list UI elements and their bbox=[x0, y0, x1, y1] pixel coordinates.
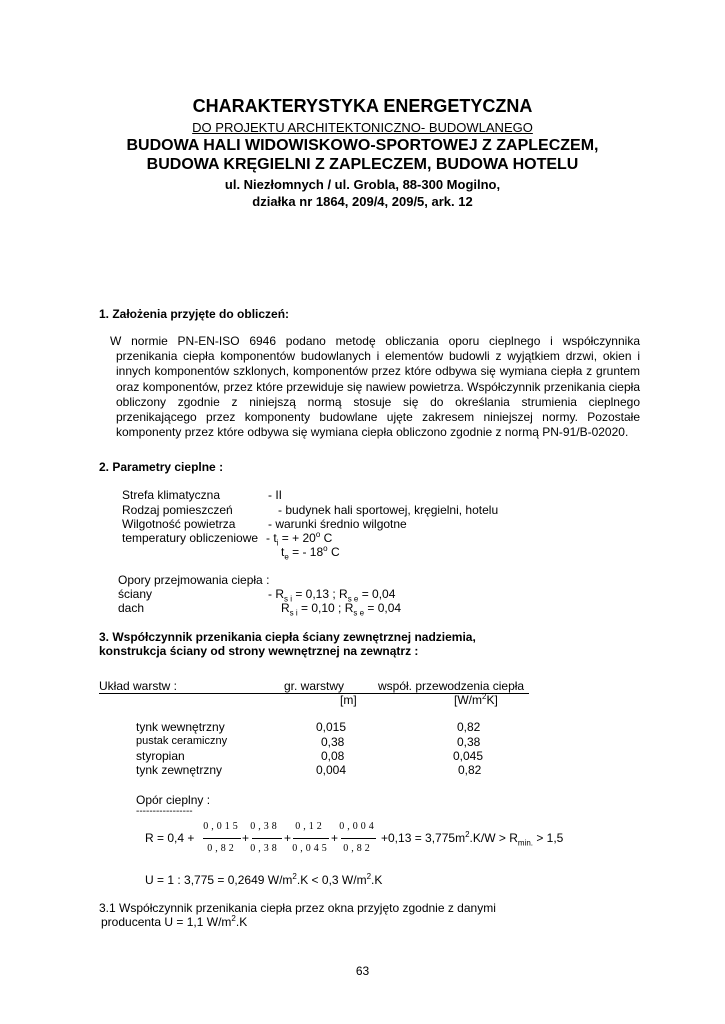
roof-sub1: s i bbox=[289, 608, 298, 618]
param-value: - II bbox=[268, 488, 282, 502]
s31-pre: producenta U = 1,1 W/m bbox=[101, 915, 232, 929]
u-value-result bbox=[145, 873, 382, 887]
unit-cond-sup: 2 bbox=[482, 692, 487, 701]
param-value-te bbox=[281, 544, 340, 562]
roof-sub2: s e bbox=[353, 608, 365, 618]
fraction-denominator: 0,38 bbox=[250, 843, 280, 854]
formula-end-pre: +0,13 = 3,775m bbox=[381, 831, 466, 845]
walls-label: ściany bbox=[118, 587, 153, 601]
param-value: - warunki średnio wilgotne bbox=[268, 517, 407, 531]
plus-sign: + bbox=[331, 831, 339, 845]
ti-prefix: - t bbox=[266, 531, 277, 545]
roof-values bbox=[281, 601, 402, 618]
project-line-2: BUDOWA KRĘGIELNI Z ZAPLECZEM, BUDOWA HOTELU bbox=[146, 156, 579, 173]
layer-name: tynk zewnętrzny bbox=[136, 763, 223, 777]
fraction-numerator: 0,004 bbox=[339, 821, 377, 832]
formula-end-post: > 1,5 bbox=[533, 831, 564, 845]
param-value: - budynek hali sportowej, kręgielni, hotelu bbox=[278, 503, 499, 517]
te-unit: C bbox=[327, 545, 340, 559]
walls-mid: = 0,13 ; R bbox=[292, 587, 348, 601]
layer-name: pustak ceramiczny bbox=[136, 735, 228, 747]
layer-name: styropian bbox=[136, 749, 185, 763]
param-label: Strefa klimatyczna bbox=[122, 488, 221, 502]
u-sup-1: 2 bbox=[292, 872, 297, 881]
roof-end: = 0,04 bbox=[364, 601, 402, 615]
walls-sub2: s e bbox=[347, 594, 359, 604]
layer-thickness: 0,004 bbox=[316, 763, 347, 777]
plus-sign: + bbox=[284, 831, 292, 845]
fraction-numerator: 0,38 bbox=[250, 821, 280, 832]
project-plot: działka nr 1864, 209/4, 209/5, ark. 12 bbox=[252, 194, 473, 209]
project-line-1: BUDOWA HALI WIDOWISKOWO-SPORTOWEJ Z ZAPLECZEM, bbox=[126, 137, 599, 154]
u-post: .K bbox=[371, 873, 383, 887]
resistance-dashes: ----------------- bbox=[136, 806, 193, 817]
section-31-line-2 bbox=[101, 915, 247, 929]
fraction-numerator: 0,12 bbox=[295, 821, 325, 832]
formula-end-mid: .K/W > R bbox=[469, 831, 518, 845]
param-value-ti bbox=[266, 530, 333, 548]
layer-name: tynk wewnętrzny bbox=[136, 720, 225, 734]
section-2-heading: 2. Parametry cieplne : bbox=[99, 460, 224, 474]
walls-end: = 0,04 bbox=[358, 587, 396, 601]
section-3-heading-line-1: 3. Współczynnik przenikania ciepła ściany zewnętrznej nadziemia, bbox=[99, 630, 476, 644]
te-prefix: t bbox=[281, 545, 285, 559]
u-sup-2: 2 bbox=[366, 872, 372, 881]
layer-thickness: 0,015 bbox=[316, 720, 347, 734]
param-label: Wilgotność powietrza bbox=[122, 517, 236, 531]
section-31-line-1: 3.1 Współczynnik przenikania ciepła przez okna przyjęto zgodnie z danymi bbox=[99, 901, 496, 915]
param-label: Rodzaj pomieszczeń bbox=[122, 503, 233, 517]
te-text: = - 18 bbox=[288, 545, 324, 559]
unit-cond-pre: [W/m bbox=[454, 693, 482, 707]
layer-thickness: 0,08 bbox=[321, 749, 345, 763]
u-mid: .K < 0,3 W/m bbox=[296, 873, 367, 887]
layer-lambda: 0,82 bbox=[458, 763, 482, 777]
s31-sup: 2 bbox=[231, 914, 236, 923]
section-1-paragraph bbox=[110, 334, 640, 440]
roof-label: dach bbox=[118, 601, 145, 615]
section-1-text: W normie PN-EN-ISO 6946 podano metodę obliczania oporu cieplnego i współczynnika przenikania ciepła komponentów budowlanych i elementów budowli z wyjątkiem drzwi, okien i innych komponentów szklonych, komponentów przez które odbywa się wymiana ciepła z gruntem oraz komponentów, przez które przewiduje się nawiew powietrza. Współczynnik przenikania ciepła obliczony zgodnie z niniejszą normą stosuje się do określania strumienia cieplnego przenikającego przez komponenty budowlane ujęte zakresem niniejszej normy. Pozostałe komponenty przez które odbywa się wymiana ciepła obliczono zgodnie z normą PN-91/B-02020. bbox=[110, 334, 640, 440]
walls-prefix: - R bbox=[268, 587, 284, 601]
document-title: CHARAKTERYSTYKA ENERGETYCZNA bbox=[192, 96, 533, 116]
fraction-bar bbox=[203, 838, 241, 839]
walls-sub1: s i bbox=[284, 594, 292, 604]
fraction-numerator: 0,015 bbox=[203, 821, 241, 832]
fraction-denominator: 0,82 bbox=[207, 843, 237, 854]
te-sup: o bbox=[323, 544, 328, 553]
project-address: ul. Niezłomnych / ul. Grobla, 88-300 Mogilno, bbox=[224, 177, 501, 192]
col-thickness-header: gr. warstwy bbox=[284, 679, 345, 693]
unit-cond-post: K] bbox=[486, 693, 498, 707]
formula-end bbox=[381, 830, 564, 848]
unit-conductivity bbox=[454, 693, 498, 707]
formula-start: R = 0,4 + bbox=[145, 831, 195, 845]
section-3-heading-line-2: konstrukcja ściany od strony wewnętrznej na zewnątrz : bbox=[99, 644, 419, 658]
te-sub: e bbox=[284, 552, 289, 562]
col-layers-header: Układ warstw : bbox=[99, 679, 178, 693]
page-number: 63 bbox=[355, 964, 370, 978]
param-label: temperatury obliczeniowe bbox=[122, 531, 259, 545]
col-conductivity-header: współ. przewodzenia ciepła bbox=[378, 679, 525, 693]
s31-post: .K bbox=[235, 915, 248, 929]
plus-sign: + bbox=[242, 831, 250, 845]
layer-lambda: 0,045 bbox=[453, 749, 484, 763]
roof-prefix: R bbox=[281, 601, 290, 615]
unit-thickness: [m] bbox=[340, 693, 357, 707]
fraction-bar bbox=[252, 838, 282, 839]
walls-values bbox=[268, 587, 396, 604]
fraction-bar bbox=[341, 838, 376, 839]
formula-end-sub: min. bbox=[517, 838, 533, 848]
layer-lambda: 0,82 bbox=[457, 720, 481, 734]
ti-text: = + 20 bbox=[278, 531, 316, 545]
ti-unit: C bbox=[320, 531, 333, 545]
document-subtitle: DO PROJEKTU ARCHITEKTONICZNO- BUDOWLANEGO bbox=[192, 120, 533, 135]
resistance-label: Opór cieplny : bbox=[136, 793, 211, 807]
fraction-denominator: 0,82 bbox=[343, 843, 373, 854]
u-pre: U = 1 : 3,775 = 0,2649 W/m bbox=[145, 873, 293, 887]
layer-thickness: 0,38 bbox=[321, 735, 345, 749]
roof-mid: = 0,10 ; R bbox=[297, 601, 354, 615]
ti-sub: i bbox=[276, 538, 279, 548]
section-1-heading: 1. Założenia przyjęte do obliczeń: bbox=[99, 307, 290, 321]
fraction-bar bbox=[293, 838, 329, 839]
fraction-denominator: 0,045 bbox=[292, 843, 330, 854]
layer-lambda: 0,38 bbox=[457, 735, 481, 749]
formula-end-sup: 2 bbox=[465, 830, 470, 839]
resistance-heading: Opory przejmowania ciepła : bbox=[118, 573, 270, 587]
ti-sup: o bbox=[315, 530, 321, 539]
